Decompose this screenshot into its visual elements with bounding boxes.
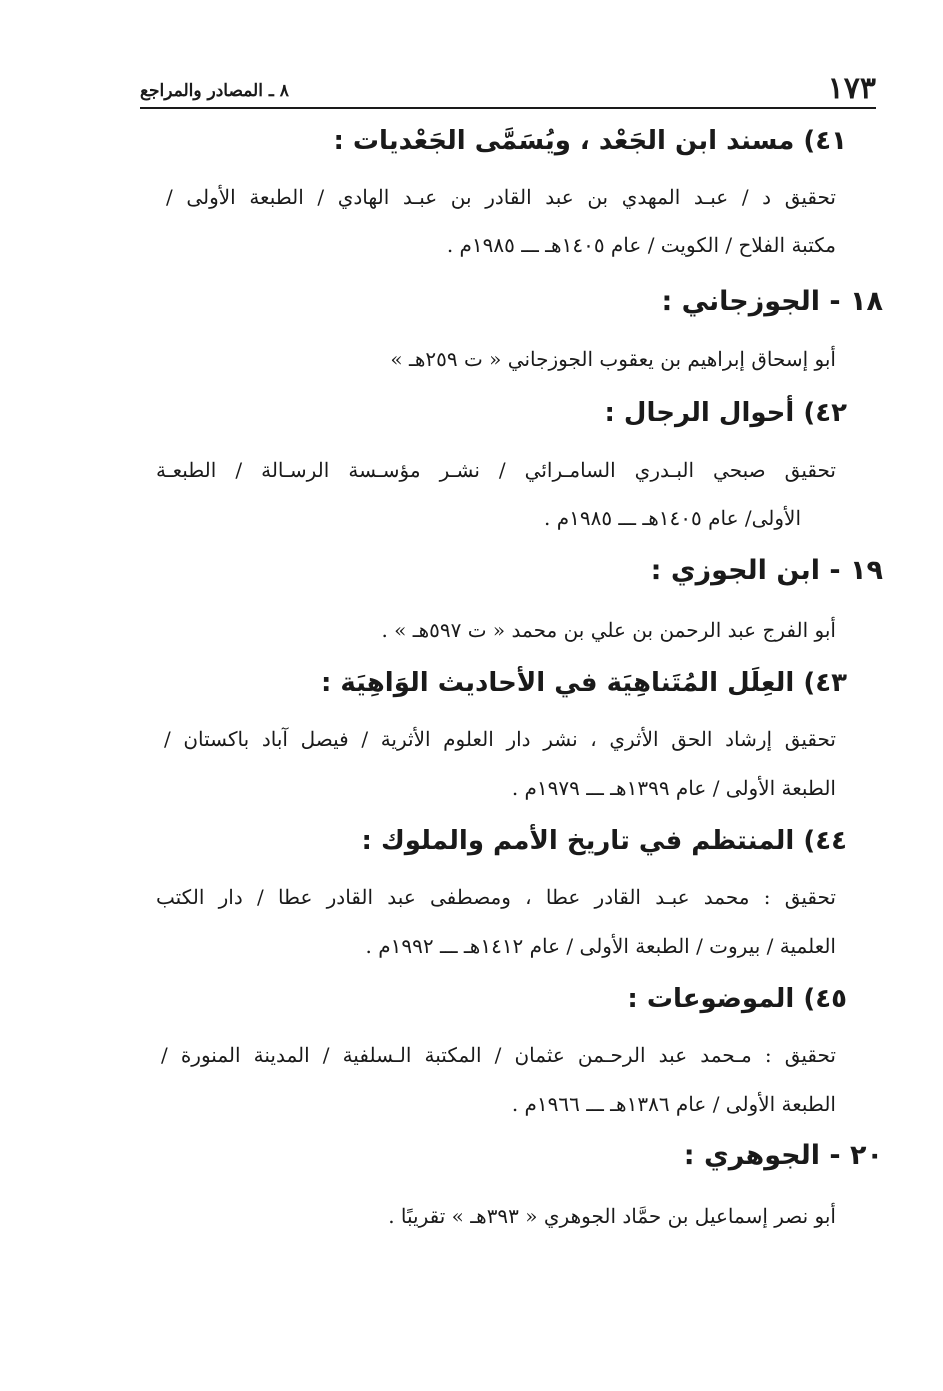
header-divider xyxy=(140,107,876,109)
author-description: أبو الفرج عبد الرحمن بن علي بن محمد « ت ٥٩٧هـ » . xyxy=(381,618,836,642)
citation-line: مكتبة الفلاح / الكويت / عام ١٤٠٥هـ ـــ ١٩٨٥م . xyxy=(446,233,836,257)
citation-line: الطبعة الأولى / عام ١٣٩٩هـ ـــ ١٩٧٩م . xyxy=(511,776,836,800)
author-heading-20: ٢٠ - الجوهري : xyxy=(683,1140,883,1171)
citation-line: تحقيق د / عبـد المهدي بن عبد القادر بن عبـد الهادي / الطبعة الأولى / xyxy=(166,185,836,209)
book-title-44: ٤٤) المنتظم في تاريخ الأمم والملوك : xyxy=(361,826,847,856)
book-title-41: ٤١) مسند ابن الجَعْد ، ويُسَمَّى الجَعْديات : xyxy=(333,126,847,156)
author-description: أبو إسحاق إبراهيم بن يعقوب الجوزجاني « ت ٢٥٩هـ » xyxy=(390,347,836,371)
citation-line: الأولى/ عام ١٤٠٥هـ ـــ ١٩٨٥م . xyxy=(544,506,801,530)
citation-line: تحقيق صبحي البـدري السامـرائي / نشـر مؤسـسة الرسـالة / الطبعـة xyxy=(156,458,836,482)
book-title-42: ٤٢) أحوال الرجال : xyxy=(604,398,847,428)
book-title-45: ٤٥) الموضوعات : xyxy=(627,984,847,1014)
author-description: أبو نصر إسماعيل بن حمَّاد الجوهري « ٣٩٣هـ » تقريبًا . xyxy=(388,1204,836,1228)
chapter-title: ٨ ـ المصادر والمراجع xyxy=(140,81,289,101)
citation-line: تحقيق إرشاد الحق الأثري ، نشر دار العلوم الأثرية / فيصل آباد باكستان / xyxy=(164,727,836,751)
page-header xyxy=(140,64,876,104)
citation-line: الطبعة الأولى / عام ١٣٨٦هـ ـــ ١٩٦٦م . xyxy=(511,1092,836,1116)
author-heading-18: ١٨ - الجوزجاني : xyxy=(661,286,883,317)
page-number: ١٧٣ xyxy=(827,71,876,106)
citation-line: تحقيق : محمد عبـد القادر عطا ، ومصطفى عبد القادر عطا / دار الكتب xyxy=(156,885,836,909)
citation-line: تحقيق : مـحمد عبد الرحـمن عثمان / المكتبة الـسلفية / المدينة المنورة / xyxy=(161,1043,836,1067)
author-heading-19: ١٩ - ابن الجوزي : xyxy=(650,555,883,586)
citation-line: العلمية / بيروت / الطبعة الأولى / عام ١٤١٢هـ ـــ ١٩٩٢م . xyxy=(365,934,836,958)
book-title-43: ٤٣) العِلَل المُتَناهِيَة في الأحاديث الوَاهِيَة : xyxy=(320,668,847,698)
